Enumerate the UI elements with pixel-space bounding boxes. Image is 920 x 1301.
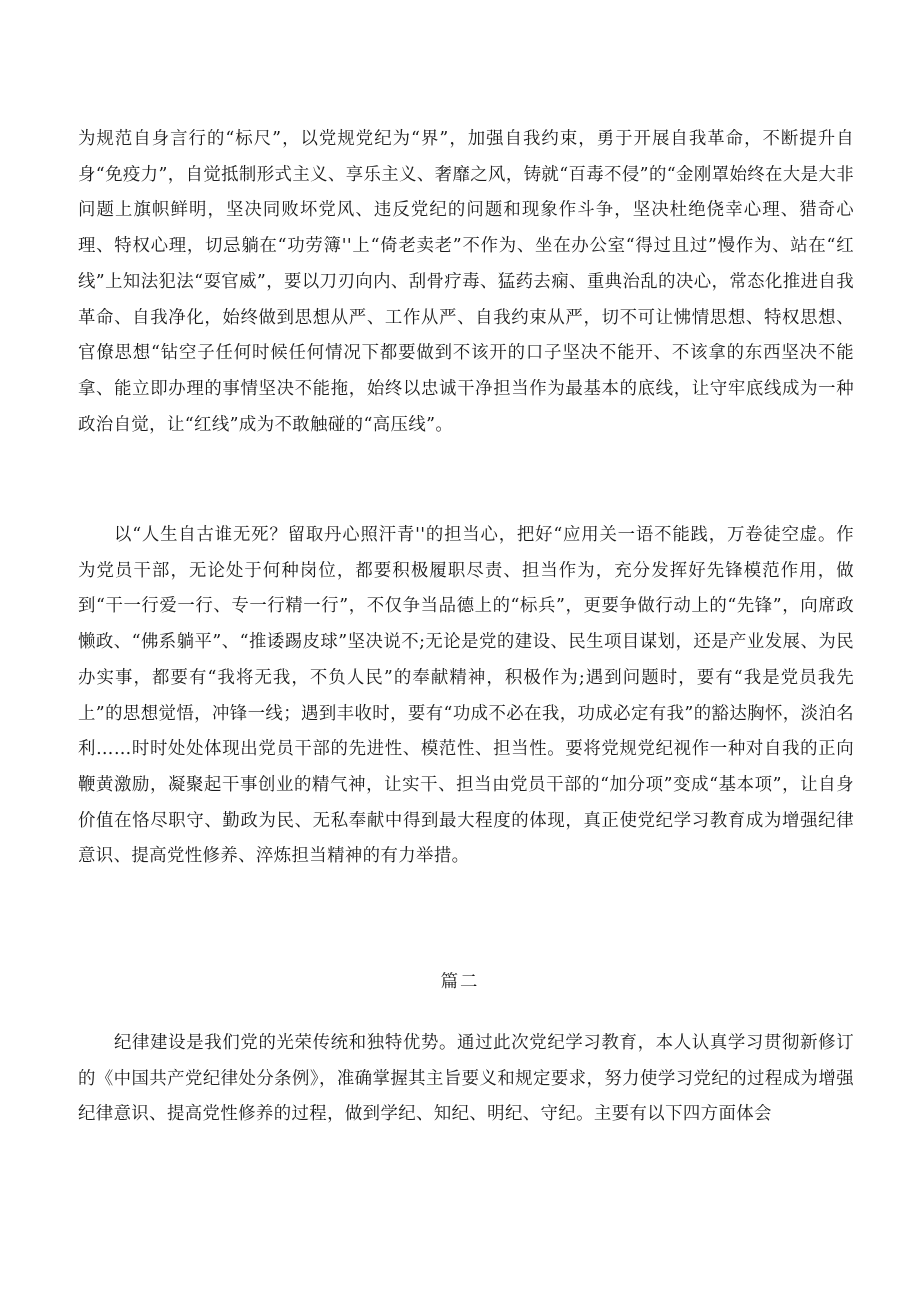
body-paragraph-1: 为规范自身言行的“标尺”，以党规党纪为“界”，加强自我约束，勇于开展自我革命，不断提升自身“免疫力”，自觉抵制形式主义、享乐主义、奢靡之风，铸就“百毒不侵”的“金刚罩始终在大是大非问题上旗帜鲜明，坚决同败坏党风、违反党纪的问题和现象作斗争，坚决杜绝侥幸心理、猎奇心理、特权心理，切忌躺在“功劳簿''上“倚老卖老”不作为、坐在办公室“得过且过”慢作为、站在“红线”上知法犯法“耍官威”，要以刀刃向内、刮骨疗毒、猛药去痫、重典治乱的决心，常态化推进自我革命、自我净化，始终做到思想从严、工作从严、自我约束从严，切不可让怫情思想、特权思想、官僚思想“钻空子任何时候任何情况下都要做到不该开的口子坚决不能开、不该拿的东西坚决不能拿、能立即办理的事情坚决不能拖，始终以忠诚干净担当作为最基本的底线，让守牢底线成为一种政治自觉，让“红线”成为不敢触碰的“高压线”。 xyxy=(78,129,854,435)
body-paragraph-3: 纪律建设是我们党的光荣传统和独特优势。通过此次党纪学习教育，本人认真学习贯彻新修订的《中国共产党纪律处分条例》，准确掌握其主旨要义和规定要求，努力使学习党纪的过程成为增强纪律意识、提高党性修养的过程，做到学纪、知纪、明纪、守纪。主要有以下四方面体会 xyxy=(78,1033,854,1125)
body-paragraph-2: 以“人生自古谁无死？留取丹心照汗青''的担当心，把好“应用关一语不能践，万卷徒空虚。作为党员干部，无论处于何种岗位，都要积极履职尽责、担当作为，充分发挥好先锋模范作用，做到“干一行爱一行、专一行精一行”，不仅争当品德上的“标兵”，更要争做行动上的“先锋”，向席政懒政、“佛系躺平”、“推诿踢皮球”坚决说不;无论是党的建设、民生项目谋划，还是产业发展、为民办实事，都要有“我将无我，不负人民”的奉献精神，积极作为;遇到问题时，要有“我是党员我先上”的思想觉悟，冲锋一线；遇到丰收时，要有“功成不必在我，功成必定有我”的豁达胸怀，淡泊名利……时时处处体现出党员干部的先进性、模范性、担当性。要将党规党纪视作一种对自我的正向鞭黄激励，凝聚起干事创业的精气神，让实干、担当由党员干部的“加分项”变成“基本项”，让自身价值在恪尽职守、勤政为民、无私奉献中得到最大程度的体现，真正使党纪学习教育成为增强纪律意识、提高党性修养、淬炼担当精神的有力举措。 xyxy=(78,525,854,867)
section-heading: 篇二 xyxy=(440,972,480,992)
